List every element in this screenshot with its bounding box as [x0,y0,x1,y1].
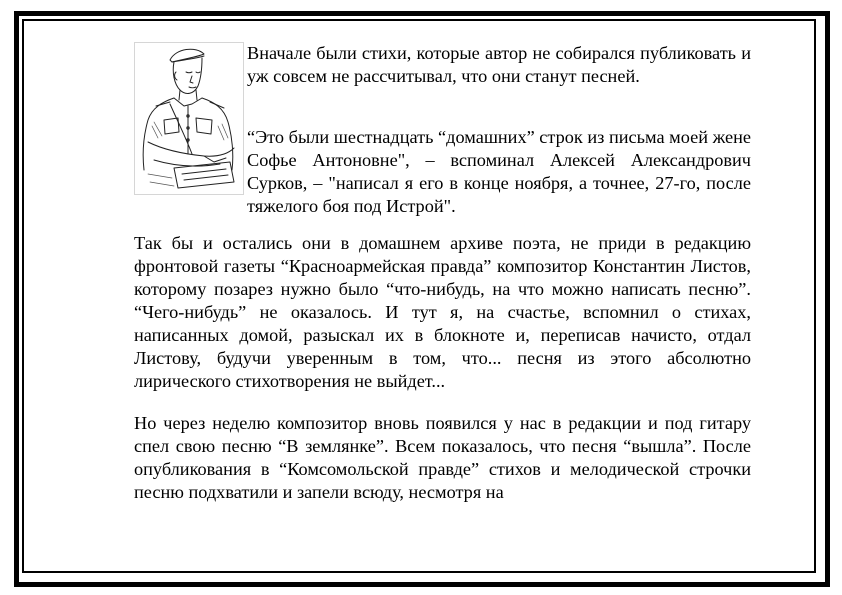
paragraph-intro: Вначале были стихи, которые автор не собирался публиковать и уж совсем не рассчитывал, что они станут песней. [247,43,751,86]
portrait-sketch-icon [134,42,244,195]
paragraph-archive: Так бы и остались они в домашнем архиве поэта, не приди в редакцию фронтовой газеты “Красноармейская правда” композитор Константин Листов, которому позарез нужно было “что-нибудь, на что можно написать песню”. “Чего-нибудь” не оказалось. И тут я, на счастье, вспомнил о стихах, написанных домой, разыскал их в блокноте и, переписав начисто, отдал Листову, будучи уверенным в том, что... песня из этого абсолютно лирического стихотворения не выйдет... [134,233,751,391]
paragraph-song: Но через неделю композитор вновь появился у нас в редакции и под гитару спел свою песню “В землянке”. Всем показалось, что песня “вышла”. После опубликования в “Комсомольской правде” стихов и мелодической строчки песню подхватили и запели всюду, несмотря на [134,413,751,502]
soldier-portrait-illustration [134,42,244,195]
paragraph-quote: “Это были шестнадцать “домашних” строк из письма моей жене Софье Антоновне", – вспоминал Алексей Александрович Сурков, – "написал я его в конце ноября, а точнее, 27-го, после тяжелого боя под Истрой". [247,127,751,216]
